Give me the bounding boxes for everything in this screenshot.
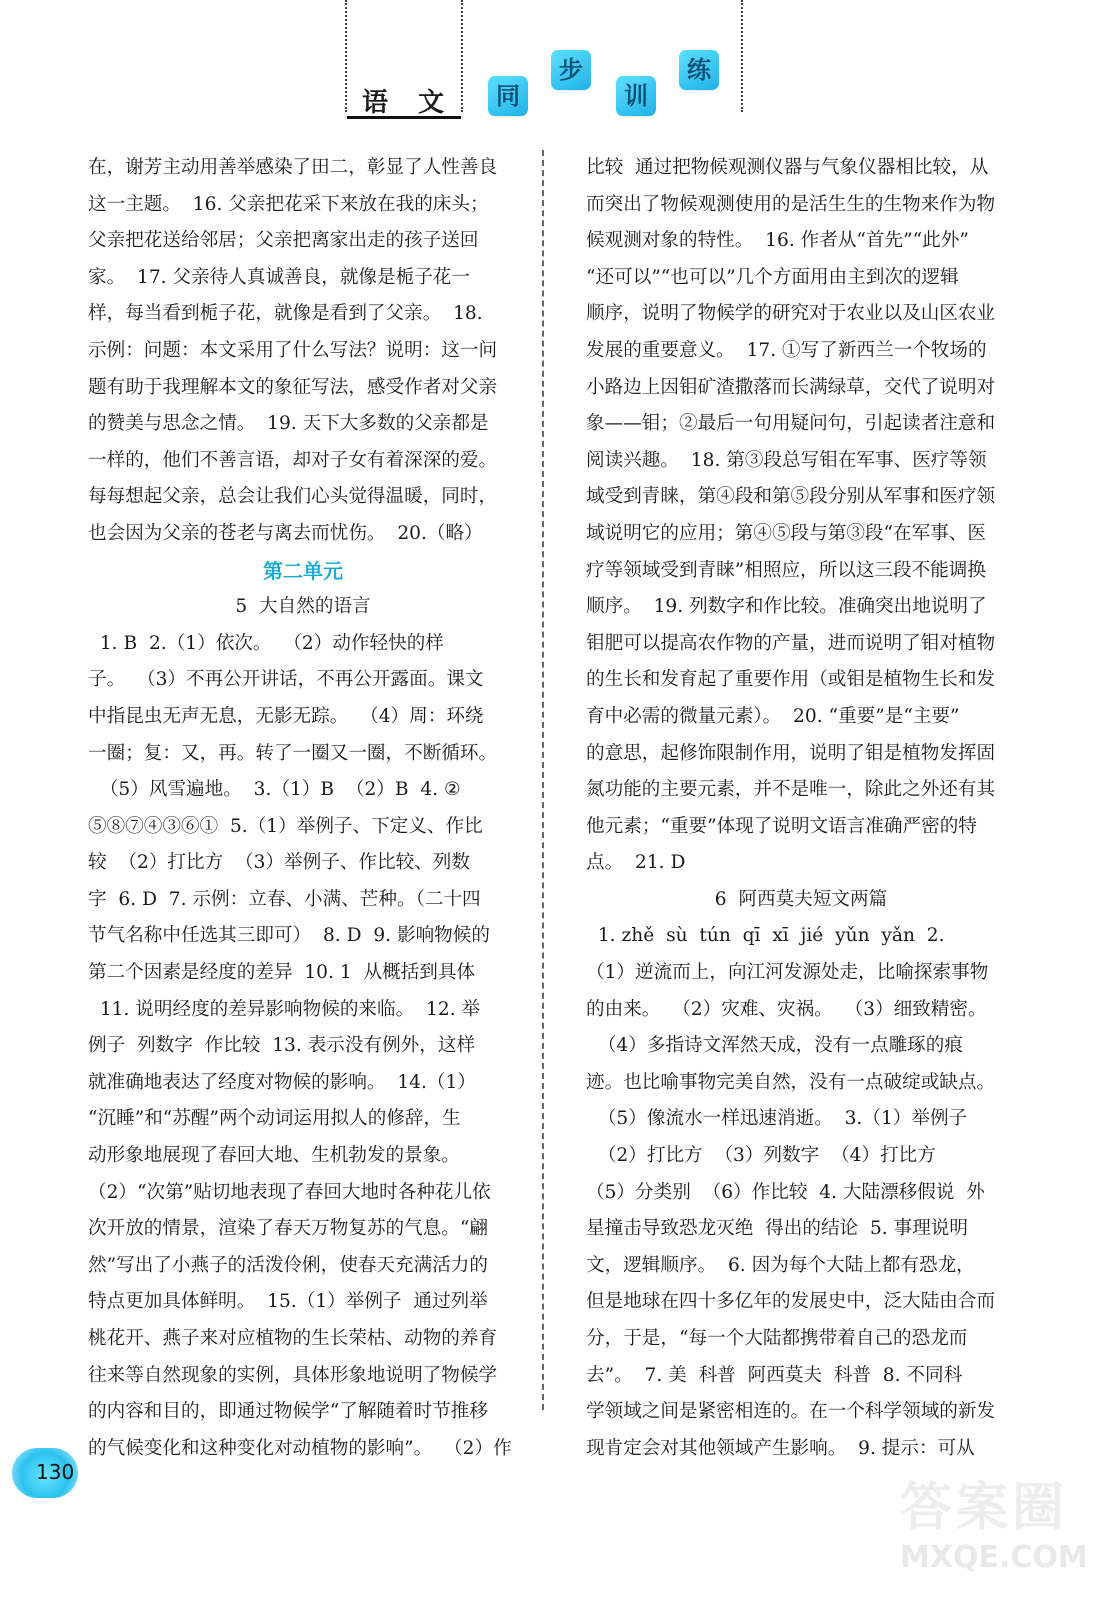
page-number-badge (12, 1448, 78, 1498)
answer-line: 顺序。 19. 列数字和作比较。准确突出地说明了 (586, 596, 987, 618)
subject-char-2: 文 (418, 88, 447, 118)
answer-line: 分，于是，“每一个大陆都携带着自己的恐龙而 (586, 1328, 968, 1349)
answer-line: “还可以”“也可以”几个方面用由主到次的逻辑 (586, 266, 959, 288)
answer-line: 题有助于我理解本文的象征写法，感受作者对父亲 (88, 376, 498, 398)
answer-line: 阅读兴趣。 18. 第③段总写钼在军事、医疗等领 (586, 449, 987, 471)
answer-line: 候观测对象的特性。 16. 作者从“首先”“此外” (586, 230, 969, 252)
answer-line: 11. 说明经度的差异影响物候的来临。 12. 举 (88, 998, 481, 1020)
answer-line: 桃花开、燕子来对应植物的生长荣枯、动物的养育 (88, 1328, 498, 1349)
answer-line: 的赞美与思念之情。 19. 天下大多数的父亲都是 (88, 413, 489, 435)
column-divider (542, 150, 544, 1410)
answer-line: 1. B 2.（1）依次。 （2）动作轻快的样 (88, 632, 444, 654)
answer-line: 1. zhě sù tún qī xī jié yǔn yǎn 2. (586, 925, 945, 947)
answer-line: 字 6. D 7. 示例：立春、小满、芒种。（二十四 (88, 888, 481, 910)
answer-line: 的生长和发育起了重要作用（或钼是植物生长和发 (586, 669, 996, 691)
watermark-logo (900, 1478, 1090, 1590)
answer-line: 星撞击导致恐龙灭绝 得出的结论 5. 事理说明 (586, 1218, 968, 1240)
answer-line: 的意思，起修饰限制作用，说明了钼是植物发挥固 (586, 742, 996, 764)
badge-lian: 练 (679, 50, 719, 90)
answer-line: 育中必需的微量元素）。 20. “重要”是“主要” (586, 705, 960, 727)
answer-line: 往来等自然现象的实例，具体形象地说明了物候学 (88, 1364, 498, 1386)
answer-line: 他元素；“重要”体现了说明文语言准确严密的特 (586, 815, 977, 837)
header-dotted-line-left (345, 0, 347, 112)
answer-line: （4）多指诗文浑然天成，没有一点雕琢的痕 (586, 1035, 963, 1057)
answer-line: 父亲把花送给邻居；父亲把离家出走的孩子送回 (88, 230, 479, 252)
answer-line: 第二个因素是经度的差异 10. 1 从概括到具体 (88, 962, 476, 984)
answer-line: 示例：问题：本文采用了什么写法？说明：这一问 (88, 339, 498, 361)
answer-line: 域说明它的应用；第④⑤段与第③段“在军事、医 (586, 522, 986, 544)
answer-line: 现肯定会对其他领域产生影响。 9. 提示：可从 (586, 1437, 975, 1459)
answer-line: 学领域之间是紧密相连的。在一个科学领域的新发 (586, 1401, 996, 1423)
answer-line: （2）打比方 （3）列数字 （4）打比方 (586, 1145, 936, 1167)
answer-line: 比较 通过把物候观测仪器与气象仪器相比较，从 (586, 157, 989, 178)
answer-line: 然”写出了小燕子的活泼伶俐，使春天充满活力的 (88, 1254, 488, 1276)
badge-bu: 步 (551, 50, 591, 90)
answer-line: 的内容和目的，即通过物候学“了解随着时节推移 (88, 1401, 488, 1423)
answer-line: 象——钼；②最后一句用疑问句，引起读者注意和 (586, 413, 996, 435)
answer-line: （5）分类别 （6）作比较 4. 大陆漂移假说 外 (586, 1181, 985, 1203)
header-dotted-line-right (741, 0, 743, 112)
answer-line: 一样的，他们不善言语，却对子女有着深深的爱。 (88, 449, 498, 471)
answer-column-right (586, 150, 1016, 1467)
badge-xun: 训 (616, 76, 656, 116)
watermark-url: MXQE.COM (900, 1540, 1088, 1575)
answer-line: 文，逻辑顺序。 6. 因为每个大陆上都有恐龙， (586, 1254, 975, 1276)
answer-line: 而突出了物候观测使用的是活生生的生物来作为物 (586, 193, 996, 215)
answer-line: 的气候变化和这种变化对动植物的影响”。 （2）作 (88, 1437, 512, 1459)
answer-line: 每每想起父亲，总会让我们心头觉得温暖，同时， (88, 486, 498, 508)
subject-char-1: 语 (362, 88, 391, 118)
answer-column-left (88, 150, 518, 1467)
answer-line: 动形象地展现了春回大地、生机勃发的景象。 (88, 1145, 460, 1167)
lesson-title: 5 大自然的语言 (235, 596, 371, 618)
answer-line: ⑤⑧⑦④③⑥① 5.（1）举例子、下定义、作比 (88, 815, 483, 837)
answer-line: 疗等领域受到青睐”相照应，所以这三段不能调换 (586, 559, 986, 581)
answer-line: 中指昆虫无声无息，无影无踪。 （4）周：环绕 (88, 705, 484, 727)
lesson-title: 6 阿西莫夫短文两篇 (714, 888, 888, 910)
answer-line: 例子 列数字 作比较 13. 表示没有例外，这样 (88, 1035, 476, 1057)
answer-line: 迹。也比喻事物完美自然，没有一点破绽或缺点。 (586, 1071, 996, 1093)
answer-line: 一圈；复：又，再。转了一圈又一圈，不断循环。 (88, 742, 498, 764)
answer-line: （1）逆流而上，向江河发源处走，比喻探索事物 (586, 962, 989, 984)
answer-line: 小路边上因钼矿渣撒落而长满绿草，交代了说明对 (586, 376, 996, 398)
answer-line: 这一主题。 16. 父亲把花采下来放在我的床头； (88, 193, 489, 215)
answer-line: 顺序，说明了物候学的研究对于农业以及山区农业 (586, 303, 996, 325)
answer-line: 次开放的情景，渲染了春天万物复苏的气息。“翩 (88, 1218, 488, 1240)
answer-line: （2）“次第”贴切地表现了春回大地时各种花儿依 (88, 1181, 491, 1203)
answer-line: 也会因为父亲的苍老与离去而忧伤。 20.（略） (88, 522, 483, 544)
answer-line: 点。 21. D (586, 852, 686, 874)
page-header (0, 0, 1101, 150)
answer-line: 的由来。 （2）灾难、灾祸。 （3）细致精密。 (586, 998, 987, 1020)
answer-line: 发展的重要意义。 17. ①写了新西兰一个牧场的 (586, 339, 987, 361)
answer-line: 就准确地表达了经度对物候的影响。 14.（1） (88, 1071, 476, 1093)
answer-line: 特点更加具体鲜明。 15.（1）举例子 通过列举 (88, 1291, 488, 1313)
answer-line: 钼肥可以提高农作物的产量，进而说明了钼对植物 (586, 632, 996, 654)
answer-line: 氮功能的主要元素，并不是唯一，除此之外还有其 (586, 779, 996, 801)
section-heading: 第二单元 (263, 558, 343, 583)
watermark-title: 答案圈 (900, 1478, 1069, 1538)
answer-line: 在，谢芳主动用善举感染了田二，彰显了人性善良 (88, 157, 498, 178)
badge-tong: 同 (488, 76, 528, 116)
answer-line: 去”。 7. 美 科普 阿西莫夫 科普 8. 不同科 (586, 1364, 963, 1386)
answer-line: 域受到青睐，第④段和第⑤段分别从军事和医疗领 (586, 486, 996, 508)
answer-line: 但是地球在四十多亿年的发展史中，泛大陆由合而 (586, 1291, 996, 1313)
answer-line: 子。 （3）不再公开讲话，不再公开露面。课文 (88, 669, 484, 691)
answer-line: 节气名称中任选其三即可） 8. D 9. 影响物候的 (88, 925, 490, 947)
header-dotted-line-middle (461, 0, 463, 112)
answer-line: 较 （2）打比方 （3）举例子、作比较、列数 (88, 852, 470, 874)
page-number: 130 (36, 1460, 75, 1484)
answer-line: “沉睡”和“苏醒”两个动词运用拟人的修辞，生 (88, 1108, 461, 1130)
answer-line: 样，每当看到栀子花，就像是看到了父亲。 18. (88, 303, 483, 325)
answer-line: （5）风雪遍地。 3.（1）B （2）B 4. ② (88, 779, 461, 801)
answer-line: （5）像流水一样迅速消逝。 3.（1）举例子 (586, 1108, 968, 1130)
answer-line: 家。 17. 父亲待人真诚善良，就像是栀子花一 (88, 266, 470, 288)
